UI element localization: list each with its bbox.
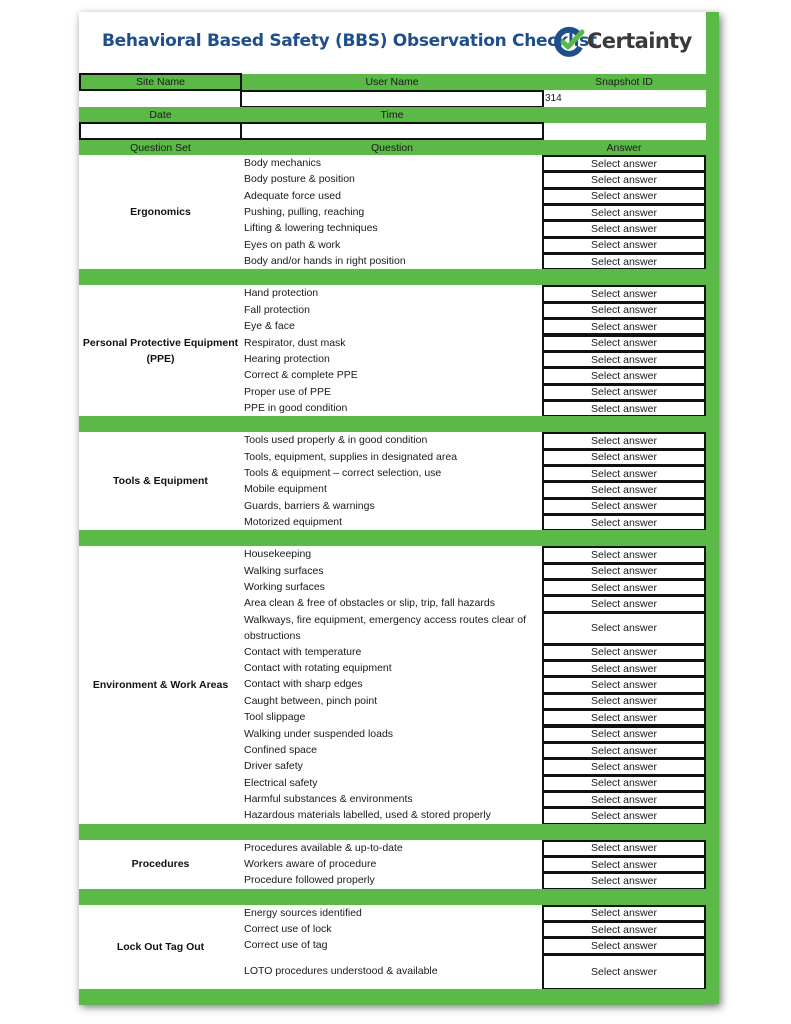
answer-select[interactable]: Select answer [542,612,706,645]
answer-select[interactable]: Select answer [542,253,706,270]
question-text: Walking under suspended loads [244,727,394,740]
snapshot-id-label: Snapshot ID [595,76,653,88]
question-header: Question [370,141,414,154]
question-set-label: Personal Protective Equipment (PPE) [82,336,239,365]
question-text: PPE in good condition [244,401,348,414]
answer-header: Answer [606,141,642,154]
certainty-logo [553,26,693,60]
answer-select[interactable]: Select answer [542,351,706,368]
question-text: LOTO procedures understood & available [244,965,438,978]
site-name-field[interactable] [79,90,242,107]
question-text: Procedure followed properly [244,874,375,887]
question-text: Tools used properly & in good condition [244,434,428,447]
time-field[interactable] [240,122,544,140]
question-text: Working surfaces [244,581,325,594]
section-divider [79,989,706,1005]
question-text: Energy sources identified [244,906,362,919]
answer-select[interactable]: Select answer [542,155,706,172]
question-text: Driver safety [244,760,303,773]
question-text: Contact with sharp edges [244,678,363,691]
question-set-label: Ergonomics [130,206,191,219]
answer-select[interactable]: Select answer [542,840,706,857]
question-text: Correct & complete PPE [244,369,358,382]
section-divider [79,269,706,285]
question-set-label: Environment & Work Areas [92,678,229,691]
answer-select[interactable]: Select answer [542,807,706,824]
answer-select[interactable]: Select answer [542,595,706,612]
section-divider [79,889,706,905]
question-text: Tool slippage [244,711,306,724]
answer-select[interactable]: Select answer [542,676,706,693]
answer-select[interactable]: Select answer [542,465,706,482]
answer-select[interactable]: Select answer [542,644,706,661]
snapshot-id-value: 314 [545,93,562,104]
answer-select[interactable]: Select answer [542,937,706,954]
user-name-label: User Name [365,76,419,88]
question-text: Confined space [244,743,317,756]
answer-select[interactable]: Select answer [542,856,706,873]
check-c-icon [553,26,585,58]
question-text: Proper use of PPE [244,385,331,398]
section-divider [79,530,706,546]
answer-select[interactable]: Select answer [542,775,706,792]
answer-select[interactable]: Select answer [542,335,706,352]
question-text: Correct use of tag [244,939,328,952]
answer-select[interactable]: Select answer [542,220,706,237]
question-text: Adequate force used [244,189,341,202]
question-text: Body mechanics [244,157,322,169]
answer-select[interactable]: Select answer [542,367,706,384]
question-text: Area clean & free of obstacles or slip, trip, fall hazards [244,597,495,610]
date-label: Date [149,109,172,121]
question-text: Respirator, dust mask [244,336,346,349]
answer-select[interactable]: Select answer [542,237,706,254]
answer-select[interactable]: Select answer [542,449,706,466]
question-text: Guards, barriers & warnings [244,499,375,512]
question-text: Contact with temperature [244,645,362,658]
answer-select[interactable]: Select answer [542,400,706,417]
question-text: Walkways, fire equipment, emergency access routes clear of obstructions [244,613,527,642]
question-text: Mobile equipment [244,483,327,496]
section-divider [79,824,706,840]
answer-select[interactable]: Select answer [542,954,706,990]
question-text: Correct use of lock [244,923,332,935]
answer-select[interactable]: Select answer [542,872,706,889]
question-text: Body posture & position [244,173,355,186]
question-text: Procedures available & up-to-date [244,841,403,854]
question-text: Electrical safety [244,776,318,789]
question-text: Workers aware of procedure [244,857,377,870]
answer-select[interactable]: Select answer [542,171,706,188]
answer-select[interactable]: Select answer [542,758,706,775]
question-text: Lifting & lowering techniques [244,222,378,235]
question-text: Eye & face [244,320,295,333]
answer-select[interactable]: Select answer [542,791,706,808]
section-divider [79,416,706,432]
answer-select[interactable]: Select answer [542,481,706,498]
answer-select[interactable]: Select answer [542,514,706,531]
answer-select[interactable]: Select answer [542,302,706,319]
question-set-label: Lock Out Tag Out [116,940,205,953]
question-set-label: Tools & Equipment [113,475,208,488]
answer-select[interactable]: Select answer [542,563,706,580]
question-text: Housekeeping [244,548,312,561]
logo-text: Certainty [587,29,692,53]
question-set-label: Procedures [131,858,190,871]
question-text: Fall protection [244,303,310,316]
question-text: Hazardous materials labelled, used & stored properly [244,809,491,822]
time-label: Time [380,109,404,121]
answer-select[interactable]: Select answer [542,546,706,563]
answer-select[interactable]: Select answer [542,726,706,743]
question-text: Walking surfaces [244,564,324,577]
answer-select[interactable]: Select answer [542,188,706,205]
question-text: Tools, equipment, supplies in designated area [244,450,458,463]
answer-select[interactable]: Select answer [542,709,706,726]
date-field[interactable] [79,122,242,140]
question-text: Hearing protection [244,352,330,365]
question-set-header: Question Set [130,141,191,154]
question-text: Motorized equipment [244,516,343,528]
question-text: Contact with rotating equipment [244,662,392,675]
question-text: Caught between, pinch point [244,694,378,707]
question-text: Hand protection [244,287,319,300]
answer-select[interactable]: Select answer [542,905,706,922]
right-accent-bar [706,12,719,1004]
answer-select[interactable]: Select answer [542,204,706,221]
answer-select[interactable]: Select answer [542,579,706,596]
question-text: Pushing, pulling, reaching [244,206,365,219]
answer-select[interactable]: Select answer [542,498,706,515]
answer-select[interactable]: Select answer [542,384,706,401]
question-text: Harmful substances & environments [244,792,413,805]
question-text: Tools & equipment – correct selection, use [244,466,442,479]
answer-select[interactable]: Select answer [542,660,706,677]
answer-select[interactable]: Select answer [542,318,706,335]
page-title: Behavioral Based Safety (BBS) Observation Checklist [102,31,597,51]
answer-select[interactable]: Select answer [542,432,706,449]
answer-select[interactable]: Select answer [542,693,706,710]
user-name-field[interactable] [240,90,544,108]
question-text: Body and/or hands in right position [244,255,406,268]
site-name-label: Site Name [79,73,242,91]
answer-select[interactable]: Select answer [542,285,706,302]
answer-select[interactable]: Select answer [542,921,706,938]
answer-select[interactable]: Select answer [542,742,706,759]
question-text: Eyes on path & work [244,238,341,251]
